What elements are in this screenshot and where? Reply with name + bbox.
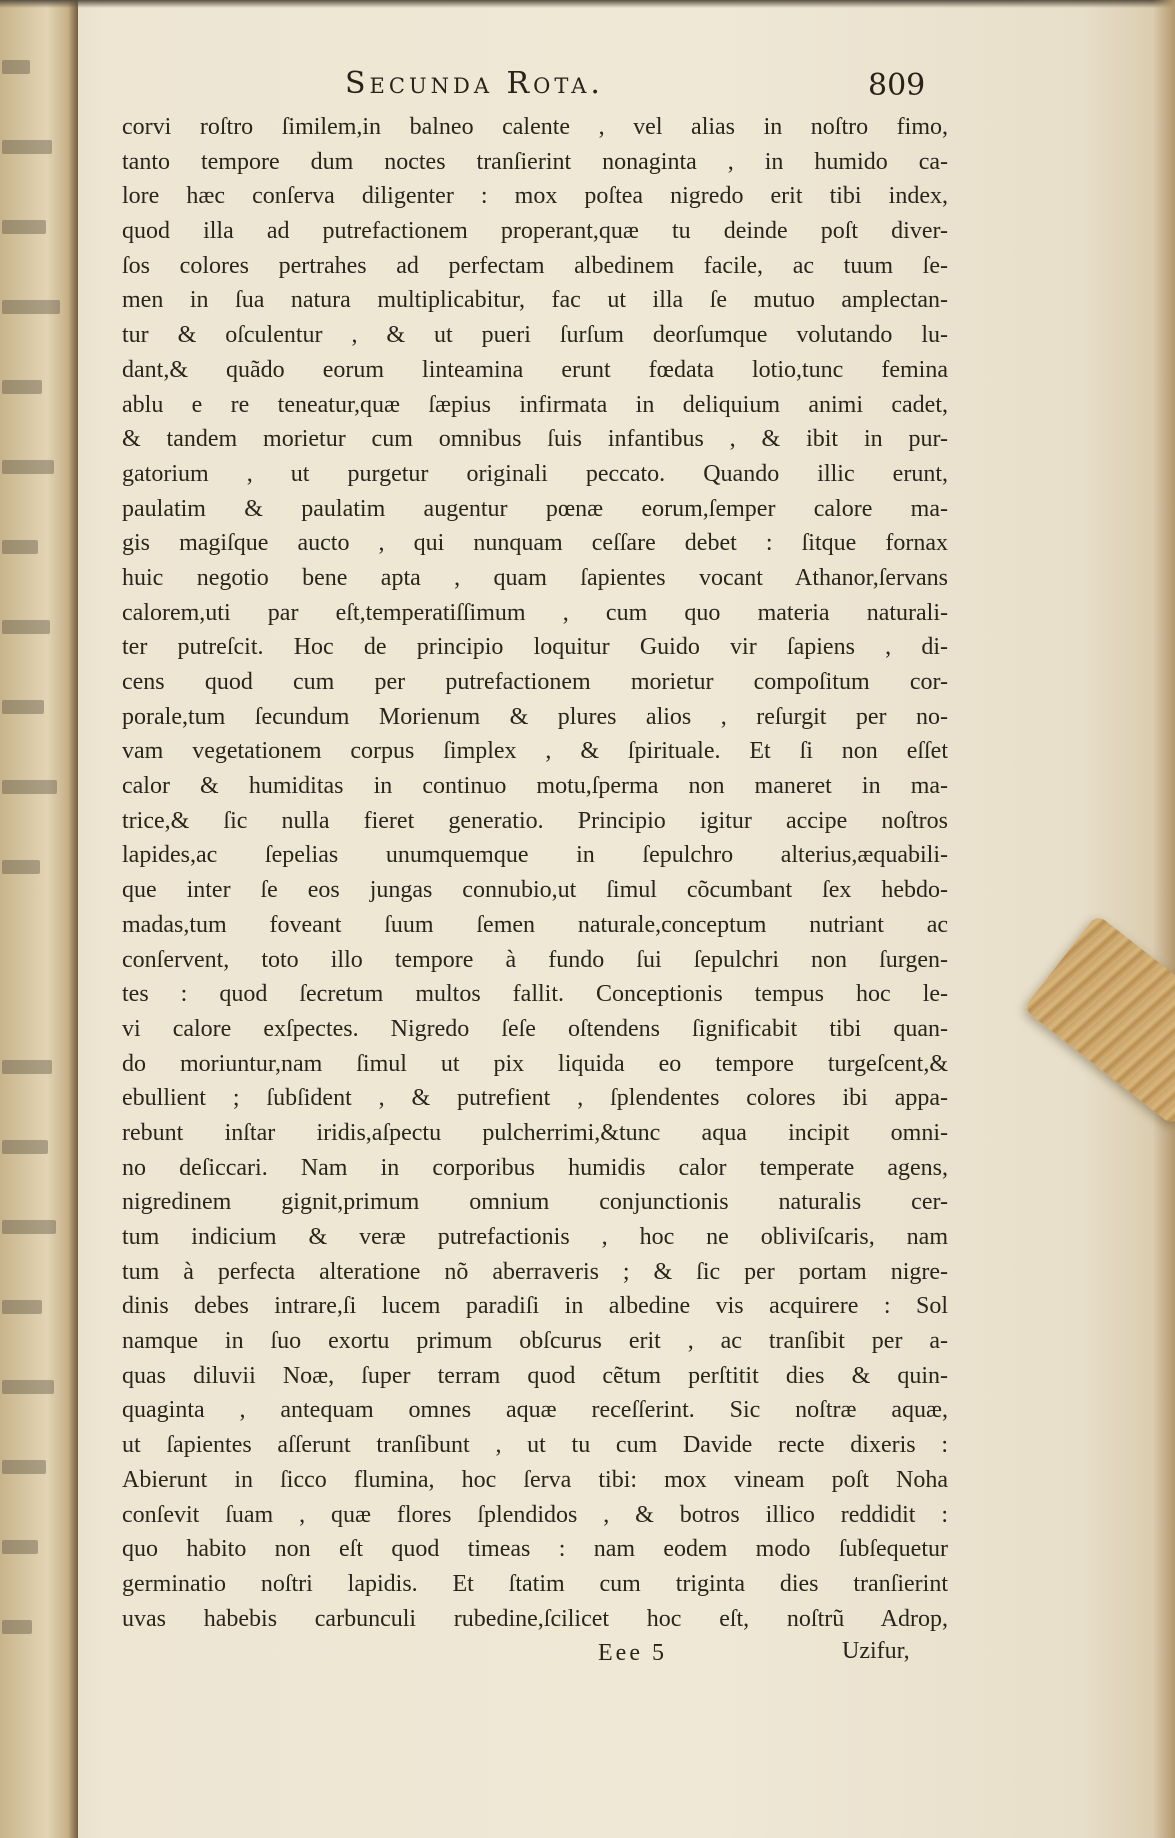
text-line: uvas habebis carbunculi rubedine,ſcilicet hoc eſt, noſtrũ Adrop,	[122, 1605, 948, 1632]
facing-page-edge	[0, 0, 78, 1838]
text-line: lapides,ac ſepelias unumquemque in ſepulchro alterius,æquabili-	[122, 842, 948, 869]
text-line: Abierunt in ſicco flumina, hoc ſerva tibi: mox vineam poſt Noha	[122, 1466, 948, 1493]
text-line: corvi roſtro ſimilem,in balneo calente , vel alias in noſtro fimo,	[122, 114, 948, 140]
facing-text-fragment	[2, 380, 42, 394]
facing-text-fragment	[2, 1460, 46, 1474]
facing-text-fragment	[2, 60, 30, 74]
running-head: Secunda Rota.	[345, 66, 604, 101]
facing-text-fragment	[2, 140, 52, 154]
text-line: tes : quod ſecretum multos fallit. Conceptionis tempus hoc le-	[122, 981, 948, 1008]
text-line: que inter ſe eos jungas connubio,ut ſimul cõcumbant ſex hebdo-	[122, 877, 948, 904]
text-line: tur & oſculentur , & ut pueri ſurſum deorſumque volutando lu-	[122, 322, 948, 349]
facing-text-fragment	[2, 860, 40, 874]
text-line: conſevit ſuam , quæ flores ſplendidos , & botros illico reddidit :	[122, 1501, 948, 1528]
right-edge-shadow	[1153, 0, 1175, 1838]
text-line: quo habito non eſt quod timeas : nam eodem modo ſubſequetur	[122, 1536, 948, 1563]
body-text	[122, 110, 948, 1636]
text-line: calor & humiditas in continuo motu,ſperma non maneret in ma-	[122, 773, 948, 800]
text-line: men in ſua natura multiplicabitur, fac ut illa ſe mutuo amplectan-	[122, 287, 948, 314]
facing-text-fragment	[2, 1540, 38, 1554]
text-line: paulatim & paulatim augentur pœnæ eorum,ſemper calore ma-	[122, 495, 948, 522]
text-line: cens quod cum per putrefactionem morietur compoſitum cor-	[122, 669, 948, 695]
facing-text-fragment	[2, 1300, 42, 1314]
text-line: ablu e re teneatur,quæ ſæpius infirmata in deliquium animi cadet,	[122, 391, 948, 418]
facing-text-fragment	[2, 780, 57, 794]
text-line: porale,tum ſecundum Morienum & plures alios , reſurgit per no-	[122, 703, 948, 730]
text-line: tanto tempore dum noctes tranſierint nonaginta , in humido ca-	[122, 148, 948, 175]
facing-text-fragment	[2, 620, 50, 634]
text-line: ut ſapientes aſſerunt tranſibunt , ut tu cum Davide recte dixeris :	[122, 1432, 948, 1459]
text-line: dant,& quãdo eorum linteamina erunt fœdata lotio,tunc femina	[122, 356, 948, 383]
text-line: ebullient ; ſubſident , & putrefient , ſplendentes colores ibi appa-	[122, 1085, 948, 1112]
text-line: vi calore exſpectes. Nigredo ſeſe oſtendens ſignificabit tibi quan-	[122, 1015, 948, 1042]
text-line: namque in ſuo exortu primum obſcurus erit , ac tranſibit per a-	[122, 1328, 948, 1355]
text-line: huic negotio bene apta , quam ſapientes vocant Athanor,ſervans	[122, 564, 948, 591]
text-line: germinatio noſtri lapidis. Et ſtatim cum triginta dies tranſierint	[122, 1570, 948, 1597]
text-line: madas,tum foveant ſuum ſemen naturale,conceptum nutriant ac	[122, 911, 948, 938]
text-line: gatorium , ut purgetur originali peccato. Quando illic erunt,	[122, 460, 948, 487]
facing-text-fragment	[2, 1060, 52, 1074]
facing-text-fragment	[2, 1620, 32, 1634]
facing-text-fragment	[2, 700, 44, 714]
text-line: conſervent, toto illo tempore à fundo ſui ſepulchri non ſurgen-	[122, 946, 948, 973]
text-line: nigredinem gignit,primum omnium conjunctionis naturalis cer-	[122, 1189, 948, 1216]
catchword: Uzifur,	[842, 1638, 910, 1664]
text-line: quas diluvii Noæ, ſuper terram quod cẽtum perſtitit dies & quin-	[122, 1362, 948, 1389]
facing-text-fragment	[2, 220, 46, 234]
text-line: tum indicium & veræ putrefactionis , hoc ne obliviſcaris, nam	[122, 1224, 948, 1250]
facing-text-fragment	[2, 1220, 56, 1234]
facing-text-fragment	[2, 460, 54, 474]
text-line: quaginta , antequam omnes aquæ receſſerint. Sic noſtræ aquæ,	[122, 1397, 948, 1424]
text-line: lore hæc conſerva diligenter : mox poſtea nigredo erit tibi index,	[122, 183, 948, 210]
facing-text-fragment	[2, 300, 60, 314]
text-line: trice,& ſic nulla fieret generatio. Principio igitur accipe noſtros	[122, 807, 948, 834]
text-line: do moriuntur,nam ſimul ut pix liquida eo tempore turgeſcent,&	[122, 1050, 948, 1077]
top-edge-shadow	[0, 0, 1175, 8]
gutter-shadow	[68, 0, 78, 1838]
page-number: 809	[868, 68, 926, 103]
text-line: dinis debes intrare,ſi lucem paradiſi in albedine vis acquirere : Sol	[122, 1293, 948, 1320]
facing-text-fragment	[2, 540, 38, 554]
text-line: & tandem morietur cum omnibus ſuis infantibus , & ibit in pur-	[122, 426, 948, 453]
text-line: ſos colores pertrahes ad perfectam albedinem facile, ac tuum ſe-	[122, 252, 948, 279]
signature-mark: Eee 5	[598, 1640, 667, 1666]
text-line: tum à perfecta alteratione nõ aberraveris ; & ſic per portam nigre-	[122, 1258, 948, 1285]
text-line: no deſiccari. Nam in corporibus humidis calor temperate agens,	[122, 1154, 948, 1181]
facing-text-fragment	[2, 1140, 48, 1154]
text-line: gis magiſque aucto , qui nunquam ceſſare debet : ſitque fornax	[122, 530, 948, 557]
text-line: quod illa ad putrefactionem properant,quæ tu deinde poſt diver-	[122, 218, 948, 245]
text-line: ter putreſcit. Hoc de principio loquitur Guido vir ſapiens , di-	[122, 634, 948, 661]
text-line: vam vegetationem corpus ſimplex , & ſpirituale. Et ſi non eſſet	[122, 738, 948, 765]
text-line: calorem,uti par eſt,temperatiſſimum , cum quo materia naturali-	[122, 599, 948, 626]
text-line: rebunt inſtar iridis,aſpectu pulcherrimi,&tunc aqua incipit omni-	[122, 1119, 948, 1146]
facing-text-fragment	[2, 1380, 54, 1394]
